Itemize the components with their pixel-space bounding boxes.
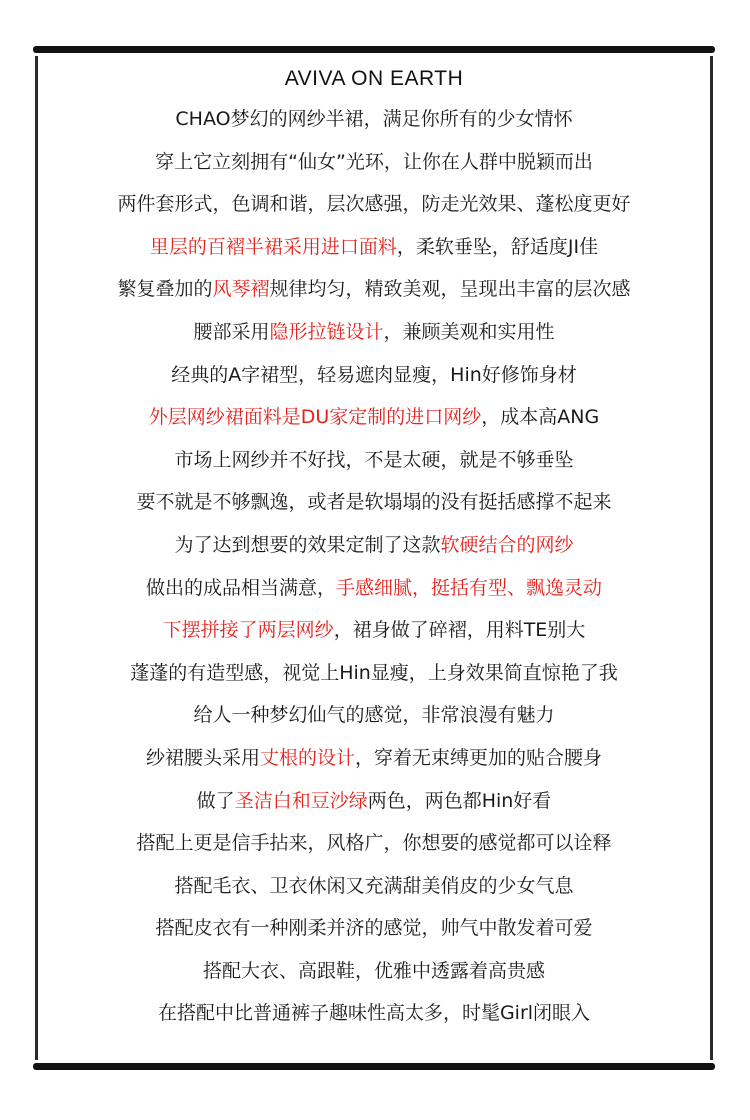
highlighted-text: 圣洁白和豆沙绿 xyxy=(234,789,368,812)
top-border xyxy=(33,46,715,53)
line-text: 搭配皮衣有一种刚柔并济的感觉，帅气中散发着可爱 xyxy=(155,917,593,940)
line-text: 蓬蓬的有造型感，视觉上Hin显瘦，上身效果简直惊艳了我 xyxy=(130,661,618,684)
text-line xyxy=(33,609,715,652)
line-text: 市场上网纱并不好找，不是太硬，就是不够垂坠 xyxy=(174,448,574,471)
text-card xyxy=(33,46,715,1070)
highlighted-text: 风琴褶 xyxy=(212,278,270,301)
text-line xyxy=(33,865,715,908)
line-text: 繁复叠加的 xyxy=(117,278,213,301)
text-line xyxy=(33,183,715,226)
line-text: 搭配毛衣、卫衣休闲又充满甜美俏皮的少女气息 xyxy=(174,874,574,897)
line-text: 腰部采用 xyxy=(193,320,270,343)
text-line xyxy=(33,98,715,141)
text-line xyxy=(33,141,715,184)
text-line xyxy=(33,822,715,865)
text-line xyxy=(33,311,715,354)
line-text: 要不就是不够飘逸，或者是软塌塌的没有挺括感撑不起来 xyxy=(136,491,612,514)
text-line xyxy=(33,439,715,482)
line-text: 给人一种梦幻仙气的感觉，非常浪漫有魅力 xyxy=(193,704,555,727)
highlighted-text: 外层网纱裙面料是DU家定制的进口网纱 xyxy=(148,406,482,429)
text-line xyxy=(33,481,715,524)
line-text: 经典的A字裙型，轻易遮肉显瘦，Hin好修饰身材 xyxy=(171,363,577,386)
line-text: 纱裙腰头采用 xyxy=(145,746,260,769)
highlighted-text: 软硬结合的网纱 xyxy=(440,533,574,556)
line-text: 两色，两色都Hin好看 xyxy=(367,789,552,812)
line-text: 为了达到想要的效果定制了这款 xyxy=(174,533,441,556)
line-text: ，裙身做了碎褶，用料TE别大 xyxy=(333,619,586,642)
bottom-border xyxy=(33,1063,715,1070)
text-line xyxy=(33,737,715,780)
line-text: 两件套形式，色调和谐，层次感强，防走光效果、蓬松度更好 xyxy=(117,193,631,216)
text-line xyxy=(33,354,715,397)
line-text: 在搭配中比普通裤子趣味性高太多，时髦Girl闭眼入 xyxy=(157,1002,591,1025)
line-text: ，柔软垂坠，舒适度JI佳 xyxy=(396,235,599,258)
description-text xyxy=(33,60,715,1035)
text-line xyxy=(33,992,715,1035)
page-title: AVIVA ON EARTH xyxy=(284,67,464,90)
text-line xyxy=(33,524,715,567)
line-text: 做了 xyxy=(196,789,235,812)
line-text: 穿上它立刻拥有“仙女”光环，让你在人群中脱颖而出 xyxy=(155,150,593,173)
highlighted-text: 里层的百褶半裙采用进口面料 xyxy=(149,235,397,258)
highlighted-text: 手感细腻，挺括有型、飘逸灵动 xyxy=(336,576,603,599)
line-text: ，成本高ANG xyxy=(481,406,600,429)
description-lines xyxy=(33,98,715,1035)
line-text: 搭配上更是信手拈来，风格广，你想要的感觉都可以诠释 xyxy=(136,832,612,855)
text-line xyxy=(33,268,715,311)
text-line xyxy=(33,694,715,737)
text-line xyxy=(33,950,715,993)
line-text: ，兼顾美观和实用性 xyxy=(383,320,555,343)
text-line xyxy=(33,226,715,269)
text-line xyxy=(33,567,715,610)
text-line xyxy=(33,396,715,439)
text-line xyxy=(33,652,715,695)
line-text: 规律均匀，精致美观，呈现出丰富的层次感 xyxy=(269,278,631,301)
line-text: 做出的成品相当满意， xyxy=(145,576,336,599)
text-line xyxy=(33,780,715,823)
line-text: 搭配大衣、高跟鞋，优雅中透露着高贵感 xyxy=(202,959,545,982)
highlighted-text: 隐形拉链设计 xyxy=(269,320,384,343)
text-line xyxy=(33,907,715,950)
line-text: ，穿着无束缚更加的贴合腰身 xyxy=(355,746,603,769)
line-text: CHAO梦幻的网纱半裙，满足你所有的少女情怀 xyxy=(175,108,573,130)
highlighted-text: 丈根的设计 xyxy=(259,746,355,769)
highlighted-text: 下摆拼接了两层网纱 xyxy=(162,619,334,642)
